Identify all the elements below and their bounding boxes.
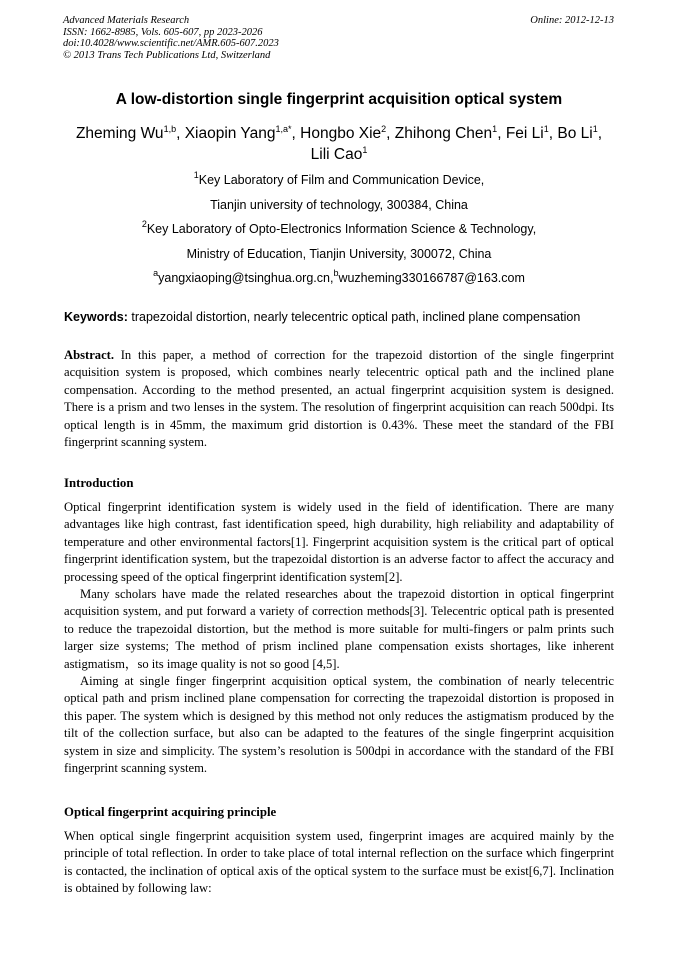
author-sup: 1 [543, 124, 549, 134]
introduction-body [64, 499, 614, 778]
paragraph: When optical single fingerprint acquisition system used, fingerprint images are acquired mainly by the principle of total reflection. In order to take place of total internal reflection on the surface which fingerprint is contacted, the inclination of optical axis of the optical system to the surface must be exist[6,7]. Inclination is obtained by following law: [64, 829, 614, 896]
abstract-label: Abstract. [64, 348, 115, 362]
affiliation-text: Key Laboratory of Opto-Electronics Information Science & Technology, [146, 222, 537, 236]
author-sup: 1,b [163, 124, 177, 134]
journal-name: Advanced Materials Research [63, 15, 190, 26]
email-a[interactable]: yangxiaoping@tsinghua.org.cn, [158, 271, 334, 285]
paragraph: Optical fingerprint identification system is widely used in the field of identification. There are many advantages like high contrast, fast identification speed, high durability, high reliability and adaptability of temperature and other environmental factors[1]. Fingerprint acquisition system is the critical part of optical fingerprint identification system, but the trapezoidal distortion is an adverse factor to affect the accuracy and processing speed of the optical fingerprint identification system[2]. [64, 500, 614, 584]
paragraph: Many scholars have made the related researches about the trapezoid distortion in optical fingerprint acquisition system, and put forward a variety of correction methods[3]. Telecentric optical path is presented to reduce the trapezoidal distortion, but the method is more suitable for multi-fingers or palm prints such larger size systems; The method of prism inclined plane compensation exists shortages, like inherent astigmatism，so its image quality is not so good [4,5]. [64, 587, 614, 671]
email-line [40, 268, 638, 286]
author-list: Zheming Wu$^{1,b}$, Xiaopin Yang$^{1,a*}$, Hongbo Xie$^2$, Zhihong Chen$^1$, Fei Li$^1$, Bo Li$^1$, Lili Cao$^1$ [75, 124, 603, 163]
author-name: Zheming Wu [75, 125, 164, 142]
email-b[interactable]: wuzheming330166787@163.com [338, 271, 525, 285]
copyright-line: © 2013 Trans Tech Publications Ltd, Switzerland [63, 49, 271, 61]
author-sup: 2 [381, 124, 387, 134]
abstract [64, 347, 614, 451]
author-sup: 1 [362, 145, 368, 155]
affiliation-text: Key Laboratory of Film and Communication Device, [198, 173, 485, 187]
paper-title: A low-distortion single fingerprint acquisition optical system [115, 91, 563, 108]
author-sup: 1 [492, 124, 498, 134]
author-name: Xiaopin Yang [184, 125, 276, 142]
keywords-text: trapezoidal distortion, nearly telecentric optical path, inclined plane compensation [131, 310, 581, 324]
introduction-heading: Introduction [64, 476, 134, 490]
principle-heading: Optical fingerprint acquiring principle [64, 805, 277, 819]
affiliation-1-line-2: Tianjin university of technology, 300384, China [210, 198, 468, 212]
keywords [64, 310, 638, 325]
principle-body [64, 828, 614, 898]
author-name: Bo Li [557, 125, 593, 142]
paragraph: Aiming at single finger fingerprint acquisition optical system, the combination of nearly telecentric optical path and prism inclined plane compensation for correcting the trapezoidal distortion is proposed in this paper. The system which is designed by this method not only reduces the astigmatism produced by the tilt of the collection surface, but also can be adapted to the features of the single fingerprint acquisition system in size and simplicity. The system’s resolution is 500dpi in accordance with the standard of the FBI fingerprint scanning system. [64, 674, 614, 776]
journal-header [63, 15, 614, 61]
author-sup: 1 [592, 124, 598, 134]
author-name: Zhihong Chen [394, 125, 493, 142]
email-sup: a [153, 268, 159, 278]
author-name: Hongbo Xie [300, 125, 382, 142]
online-date: Online: 2012-12-13 [530, 15, 614, 26]
author-sup: 1,a* [275, 124, 292, 134]
affiliation-2-line-1 [40, 219, 638, 237]
doi-line: doi:10.4028/www.scientific.net/AMR.605-607.2023 [63, 38, 279, 49]
affiliation-2-line-2: Ministry of Education, Tianjin University, 300072, China [186, 247, 492, 261]
affiliation-1-line-1 [40, 170, 638, 188]
email-sup: b [333, 268, 339, 278]
keywords-label: Keywords: [64, 310, 128, 324]
affiliation-sup: 2 [141, 219, 147, 229]
affiliation-sup: 1 [193, 170, 199, 180]
abstract-text: In this paper, a method of correction for the trapezoid distortion of the single fingerprint acquisition system is proposed, which combines nearly telecentric optical path and the inclined plane compensation. According to the method presented, an actual fingerprint acquisition system is designed. There is a prism and two lenses in the system. The resolution of fingerprint acquisition can reach 500dpi. Its optical length is in 45mm, the maximum grid distortion is 0.43%. These meet the standard of the FBI fingerprint scanning system. [64, 348, 614, 450]
issn-line: ISSN: 1662-8985, Vols. 605-607, pp 2023-2026 [63, 26, 263, 38]
author-name: Fei Li [505, 125, 544, 142]
author-name: Lili Cao [310, 146, 363, 163]
